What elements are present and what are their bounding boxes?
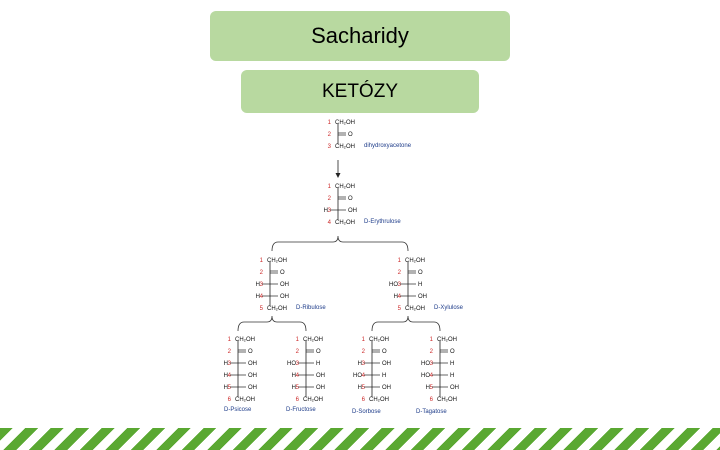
left-substituent: H <box>255 282 260 288</box>
carbon-number: 1 <box>259 258 263 264</box>
molecule-name: D-Ribulose <box>296 305 326 311</box>
carbon-number: 4 <box>259 294 263 300</box>
molecule-name: D-Xylulose <box>434 305 464 311</box>
carbon-number: 6 <box>429 397 433 403</box>
carbon-number: 2 <box>259 270 263 276</box>
carbon-number: 4 <box>397 294 401 300</box>
tree-bracket <box>372 316 440 331</box>
carbon-number: 4 <box>361 373 365 379</box>
carbon-number: 5 <box>429 385 433 391</box>
carbon-number: 2 <box>295 349 299 355</box>
carbon-number: 5 <box>295 385 299 391</box>
carbon-number: 3 <box>259 282 263 288</box>
terminal-group: CH₂OH <box>437 397 457 403</box>
left-substituent: H <box>291 385 296 391</box>
carbon-number: 5 <box>227 385 231 391</box>
terminal-group: CH₂OH <box>335 144 355 150</box>
carbon-number: 4 <box>295 373 299 379</box>
carbonyl-oxygen: O <box>348 196 353 202</box>
carbonyl-oxygen: O <box>450 349 455 355</box>
carbon-number: 2 <box>397 270 401 276</box>
molecule-name: D-Tagatose <box>416 409 447 415</box>
molecule-d-sorbose <box>352 337 391 415</box>
tree-bracket <box>238 316 306 331</box>
carbon-number: 1 <box>429 337 433 343</box>
molecule-d-ribulose <box>256 258 327 312</box>
carbon-number: 6 <box>227 397 231 403</box>
section-subtitle: KETÓZY <box>241 70 479 113</box>
molecule-d-erythrulose <box>324 184 402 226</box>
molecule-name: D-Psicose <box>224 407 252 413</box>
terminal-group: CH₂OH <box>405 258 425 264</box>
carbon-number: 1 <box>361 337 365 343</box>
arrow-head <box>336 173 341 178</box>
molecule-d-xylulose <box>389 258 464 312</box>
molecule-name: D-Fructose <box>286 407 316 413</box>
right-substituent: OH <box>382 361 391 367</box>
terminal-group: CH₂OH <box>369 337 389 343</box>
terminal-group: CH₂OH <box>335 120 355 126</box>
carbon-number: 1 <box>327 184 331 190</box>
carbon-number: 2 <box>327 196 331 202</box>
carbon-number: 4 <box>327 220 331 226</box>
molecule-d-psicose <box>224 337 257 413</box>
left-substituent: H <box>223 361 228 367</box>
decorative-stripe-band <box>0 428 720 450</box>
terminal-group: CH₂OH <box>235 337 255 343</box>
left-substituent: H <box>425 385 430 391</box>
carbonyl-oxygen: O <box>348 132 353 138</box>
molecule-dihydroxyacetone <box>328 120 412 150</box>
right-substituent: OH <box>248 361 257 367</box>
right-substituent: OH <box>348 208 357 214</box>
right-substituent: OH <box>280 294 289 300</box>
left-substituent: HO <box>353 373 362 379</box>
carbon-number: 1 <box>227 337 231 343</box>
right-substituent: OH <box>248 373 257 379</box>
left-substituent: H <box>357 385 362 391</box>
terminal-group: CH₂OH <box>369 397 389 403</box>
left-substituent: H <box>223 385 228 391</box>
molecule-d-fructose <box>286 337 325 413</box>
terminal-group: CH₂OH <box>235 397 255 403</box>
molecule-name: dihydroxyacetone <box>364 143 412 149</box>
right-substituent: H <box>450 361 455 367</box>
carbon-number: 2 <box>361 349 365 355</box>
carbon-number: 5 <box>259 306 263 312</box>
left-substituent: HO <box>287 361 296 367</box>
carbon-number: 3 <box>429 361 433 367</box>
right-substituent: OH <box>316 373 325 379</box>
terminal-group: CH₂OH <box>437 337 457 343</box>
left-substituent: H <box>357 361 362 367</box>
carbon-number: 3 <box>327 208 331 214</box>
terminal-group: CH₂OH <box>335 220 355 226</box>
right-substituent: OH <box>248 385 257 391</box>
left-substituent: H <box>291 373 296 379</box>
right-substituent: OH <box>382 385 391 391</box>
right-substituent: OH <box>280 282 289 288</box>
carbon-number: 5 <box>397 306 401 312</box>
left-substituent: H <box>323 208 328 214</box>
terminal-group: CH₂OH <box>303 397 323 403</box>
carbonyl-oxygen: O <box>248 349 253 355</box>
carbonyl-oxygen: O <box>418 270 423 276</box>
left-substituent: HO <box>421 373 430 379</box>
right-substituent: OH <box>316 385 325 391</box>
carbon-number: 4 <box>429 373 433 379</box>
carbon-number: 1 <box>295 337 299 343</box>
carbon-number: 3 <box>397 282 401 288</box>
terminal-group: CH₂OH <box>335 184 355 190</box>
left-substituent: H <box>223 373 228 379</box>
carbon-number: 3 <box>327 144 331 150</box>
carbonyl-oxygen: O <box>382 349 387 355</box>
right-substituent: H <box>382 373 387 379</box>
carbon-number: 1 <box>397 258 401 264</box>
left-substituent: HO <box>421 361 430 367</box>
right-substituent: H <box>316 361 321 367</box>
molecule-group <box>224 120 464 415</box>
carbon-number: 2 <box>227 349 231 355</box>
carbon-number: 3 <box>295 361 299 367</box>
carbon-number: 6 <box>295 397 299 403</box>
left-substituent: H <box>255 294 260 300</box>
page-title: Sacharidy <box>210 11 510 61</box>
carbonyl-oxygen: O <box>280 270 285 276</box>
molecule-name: D-Erythrulose <box>364 219 401 225</box>
right-substituent: H <box>450 373 455 379</box>
carbon-number: 5 <box>361 385 365 391</box>
carbon-number: 2 <box>429 349 433 355</box>
left-substituent: HO <box>389 282 398 288</box>
terminal-group: CH₂OH <box>267 258 287 264</box>
right-substituent: OH <box>450 385 459 391</box>
molecule-name: D-Sorbose <box>352 409 381 415</box>
terminal-group: CH₂OH <box>267 306 287 312</box>
molecule-d-tagatose <box>416 337 459 415</box>
carbon-number: 1 <box>327 120 331 126</box>
carbon-number: 3 <box>361 361 365 367</box>
carbon-number: 2 <box>327 132 331 138</box>
tree-bracket <box>272 236 408 251</box>
carbon-number: 6 <box>361 397 365 403</box>
terminal-group: CH₂OH <box>303 337 323 343</box>
carbon-number: 4 <box>227 373 231 379</box>
right-substituent: H <box>418 282 423 288</box>
left-substituent: H <box>393 294 398 300</box>
right-substituent: OH <box>418 294 427 300</box>
terminal-group: CH₂OH <box>405 306 425 312</box>
carbonyl-oxygen: O <box>316 349 321 355</box>
carbon-number: 3 <box>227 361 231 367</box>
